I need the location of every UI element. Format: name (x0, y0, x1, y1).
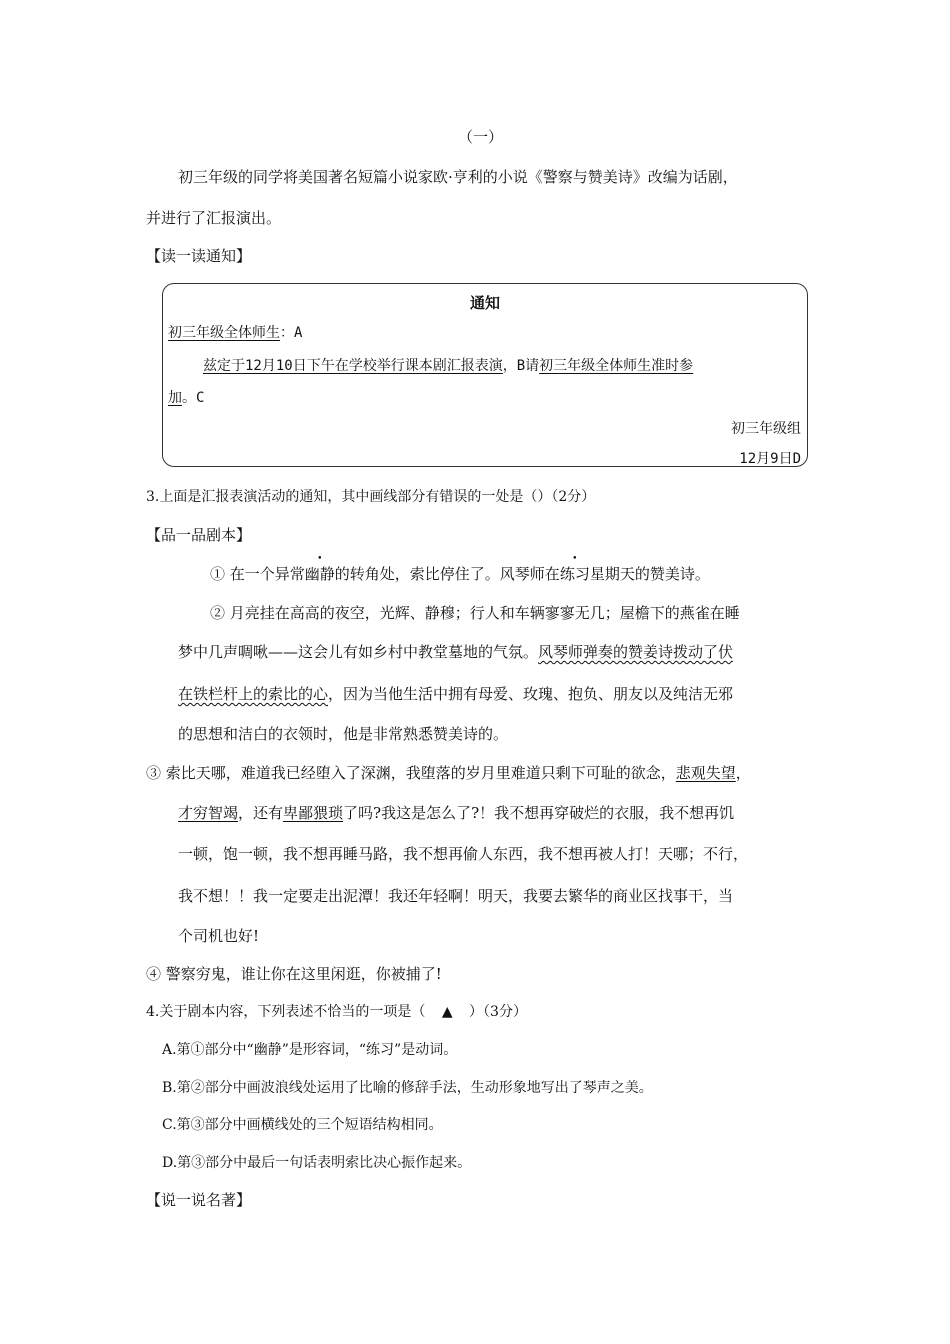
script-p3-part-a: ③ 索比天哪，难道我已经堕入了深渊，我堕落的岁月里难道只剩下可耻的欲念， (146, 764, 676, 782)
notice-date: 12月9日D (739, 451, 801, 467)
notice-body-mid: ，B请 (502, 358, 540, 374)
notice-addressee-tail: ：A (280, 325, 303, 341)
option-c: C.第③部分中画横线处的三个短语结构相同。 (162, 1117, 443, 1133)
section-number: （一） (458, 128, 504, 146)
script-paragraph-3-line-5: 个司机也好! (178, 927, 260, 945)
heading-script: 【品一品剧本】 (146, 526, 252, 544)
triangle-icon: ▲ (441, 1004, 453, 1020)
underlined-phrase-3: 卑鄙猥琐 (283, 804, 344, 822)
script-paragraph-3-line-3: 一顿，饱一顿，我不想再睡马路，我不想再偷人东西，我不想再被人打！天哪；不行， (178, 845, 749, 863)
script-paragraph-2-line-2 (178, 641, 733, 662)
wavy-underline-text-2: 在铁栏杆上的索比的心 (178, 685, 329, 703)
notice-addressee-line (168, 322, 302, 342)
notice-title: 通知 (469, 295, 500, 312)
notice-body-line-1 (203, 355, 693, 375)
script-paragraph-2-line-1: ② 月亮挂在高高的夜空，光辉、静穆；行人和车辆寥寥无几；屋檐下的燕雀在睡 (210, 604, 740, 622)
question-4-stem-b: ）（3分） (469, 1004, 527, 1020)
script-p3-line2-a: ，还有 (238, 804, 284, 822)
question-4 (146, 1001, 527, 1021)
script-paragraph-3-line-1 (146, 762, 751, 783)
script-p2-plain: 梦中几声啁啾——这会儿有如乡村中教堂墓地的气氛。 (178, 643, 539, 661)
script-paragraph-3-line-4: 我不想！！我一定要走出泥潭！我还年轻啊！明天，我要去繁华的商业区找事干，当 (178, 887, 734, 905)
notice-body-underline-2: 初三年级全体师生准时参 (539, 358, 694, 374)
notice-body2-underline: 加 (168, 390, 182, 406)
script-p2-rest: ，因为当他生活中拥有母爱、玫瑰、抱负、朋友以及纯洁无邪 (328, 685, 734, 703)
wavy-underline-text-1: 风琴师弹奏的赞姜诗拨动了伏 (538, 643, 734, 661)
question-4-stem-a: 4.关于剧本内容，下列表述不恰当的一项是（ (146, 1004, 426, 1020)
notice-body2-tail: 。C (182, 390, 205, 406)
script-p1-part-c: 星期天的赞美诗。 (589, 565, 710, 583)
notice-signature: 初三年级组 (731, 421, 801, 437)
script-paragraph-2-line-4: 的思想和洁白的衣领时，他是非常熟悉赞美诗的。 (178, 725, 509, 743)
intro-line-1: 初三年级的同学将美国著名短篇小说家欧·亨利的小说《警察与赞美诗》改编为话剧， (178, 168, 738, 186)
script-paragraph-4: ④ 警察穷鬼，谁让你在这里闲逛，你被捕了! (146, 965, 442, 983)
heading-read-notice: 【读一读通知】 (146, 247, 252, 265)
emphasis-word-youjing: 幽静 (304, 565, 335, 583)
option-b: B.第②部分中画波浪线处运用了比喻的修辞手法，生动形象地写出了琴声之美。 (162, 1080, 653, 1096)
notice-body-line-2 (168, 387, 204, 407)
option-d: D.第③部分中最后一句话表明索比决心振作起来。 (162, 1155, 472, 1171)
underlined-phrase-1: 悲观失望 (675, 764, 736, 782)
emphasis-word-lianxi: 练习 (559, 565, 590, 583)
notice-body-underline-1: 兹定于12月10日下午在学校举行课本剧汇报表演 (203, 358, 503, 374)
script-paragraph-2-line-3 (178, 683, 733, 704)
script-p1-part-a: ① 在一个异常 (210, 565, 305, 583)
option-a: A.第①部分中“幽静”是形容词，“练习”是动词。 (162, 1042, 458, 1058)
heading-classic: 【说一说名著】 (146, 1191, 252, 1209)
notice-addressee: 初三年级全体师生 (168, 325, 280, 341)
script-p1-part-b: 的转角处，索比停住了。风琴师在 (334, 565, 560, 583)
script-p3-comma: ， (735, 764, 751, 782)
question-3: 3.上面是汇报表演活动的通知，其中画线部分有错误的一处是（）（2分） (146, 489, 596, 505)
script-paragraph-1 (210, 563, 710, 584)
notice-box (162, 283, 808, 467)
script-p3-line2-b: 了吗?我这是怎么了?！我不想再穿破烂的衣服，我不想再饥 (343, 804, 735, 822)
intro-line-2: 并进行了汇报演出。 (146, 209, 282, 227)
script-paragraph-3-line-2 (178, 802, 734, 823)
underlined-phrase-2: 才穷智竭 (178, 804, 239, 822)
